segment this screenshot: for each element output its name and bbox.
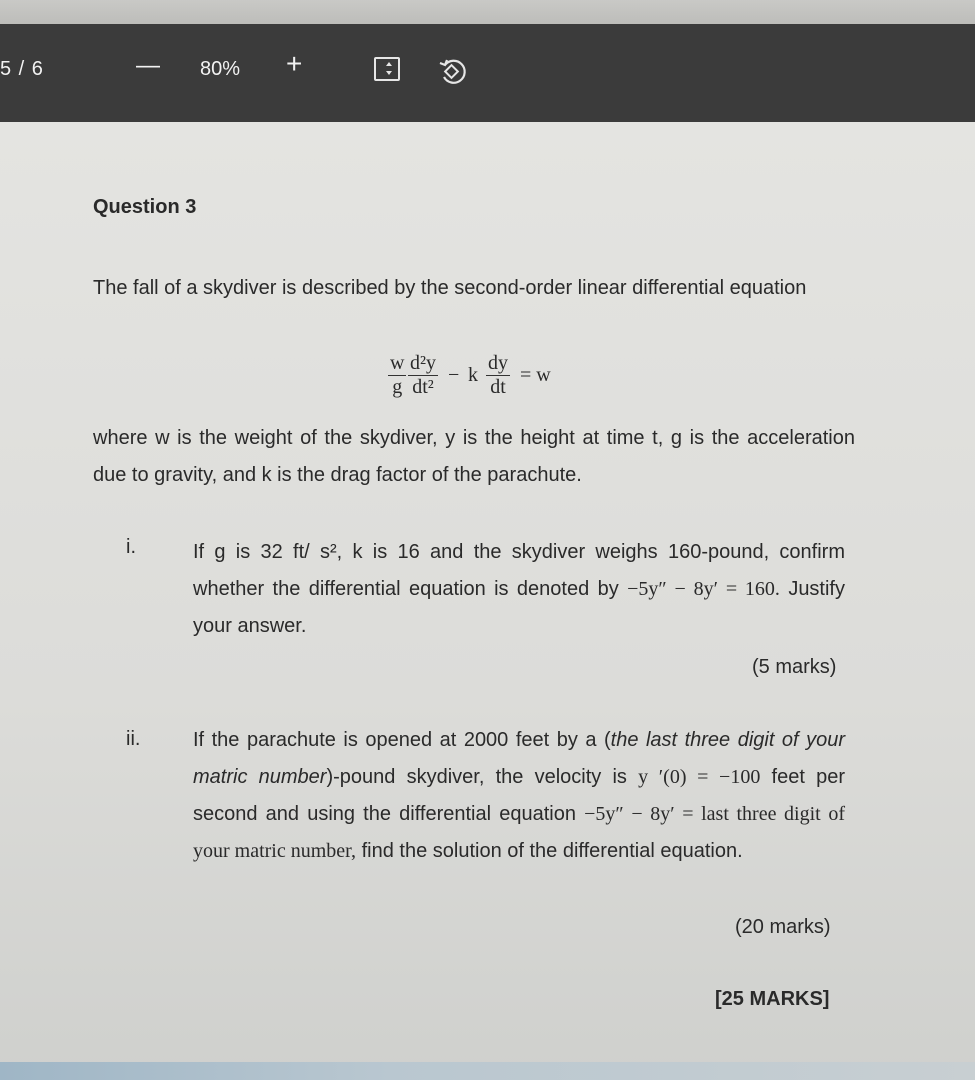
- fraction-second-derivative: $\frac{\text{d²y}}{\text{dt²}}$: [410, 352, 436, 398]
- pdf-viewer-toolbar: [0, 24, 975, 122]
- fit-page-icon[interactable]: [374, 57, 400, 81]
- drag-factor-symbol: k: [468, 364, 478, 386]
- where-paragraph: where w is the weight of the skydiver, y is the height at time t, g is the acceleration due to gravity, and k is the drag factor of the parachute.: [93, 427, 855, 486]
- intro-paragraph: The fall of a skydiver is described by the second-order linear differential equation: [93, 277, 807, 299]
- page-indicator: 5 / 6: [0, 58, 44, 80]
- item-ii-equation: −5y″ − 8y′ = last three digit of your matric number,: [193, 803, 845, 862]
- item-number-i: i.: [126, 536, 136, 558]
- item-i-marks: (5 marks): [752, 656, 837, 678]
- item-ii-marks: (20 marks): [735, 916, 831, 938]
- total-marks: [25 MARKS]: [715, 988, 830, 1010]
- zoom-out-button[interactable]: —: [136, 52, 160, 79]
- rotate-icon[interactable]: [436, 56, 470, 86]
- item-ii-text: If the parachute is opened at 2000 feet by a (the last three digit of your matric number)-pound skydiver, the velocity is y ′(0) = −100 feet per second and using the differential equation −5y″ − 8y′ = last three digit of your matric number, find the solution of the differential equation.: [193, 729, 845, 862]
- taskbar-edge: [0, 1062, 975, 1080]
- fraction-first-derivative: $\frac{dy}{dt}$: [488, 352, 508, 398]
- equation-rhs: = w: [520, 364, 551, 386]
- document-page: [0, 122, 975, 1080]
- question-title: Question 3: [93, 196, 197, 218]
- matric-number-phrase: the last three digit of your matric number: [193, 729, 845, 788]
- fraction-w-over-g: $\frac{w}{g}$: [390, 352, 405, 398]
- initial-velocity-expression: y ′(0) = −100: [638, 766, 761, 788]
- item-number-ii: ii.: [126, 728, 141, 750]
- zoom-in-button[interactable]: +: [286, 48, 303, 79]
- minus-sign: −: [448, 364, 460, 386]
- zoom-level: 80%: [200, 58, 241, 80]
- browser-top-strip: [0, 0, 975, 24]
- item-i-equation: −5y″ − 8y′ = 160.: [627, 578, 780, 600]
- item-i-text: If g is 32 ft/ s², k is 16 and the skydiver weighs 160-pound, confirm whether the differential equation is denoted by −5y″ − 8y′ = 160. Justify your answer.: [193, 541, 845, 637]
